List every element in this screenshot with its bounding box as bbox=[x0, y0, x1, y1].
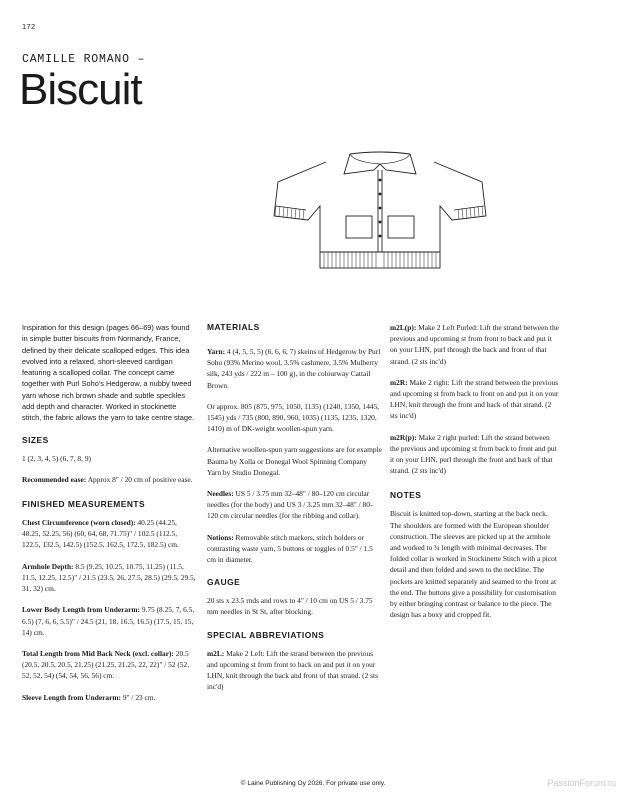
pattern-title: Biscuit bbox=[19, 65, 142, 114]
materials-heading: MATERIALS bbox=[207, 322, 260, 332]
copyright-footer: © Laine Publishing Oy 2026. For private use only. bbox=[240, 780, 386, 787]
measurement-armhole: Armhole Depth: 8.5 (9.25, 10.25, 10.75, 11.25) (11.5, 11.5, 12.25, 12.5)" / 21.5 (23.5, 26, 27.5, 28.5) (29.5, 29.5, 31, 32) cm. bbox=[22, 561, 196, 594]
abbreviation-m2rp: m2R(p): Make 2 right purled: Lift the strand between the previous and upcoming st from back to front and put it on your LHN, purl through the front and back of that strand. (2 sts inc'd) bbox=[390, 432, 557, 476]
finished-measurements-heading: FINISHED MEASUREMENTS bbox=[22, 499, 146, 510]
measurement-total-length: Total Length from Mid Back Neck (excl. collar): 20.5 (20.5, 20.5, 20.5, 21.25) (21.25, 21.25, 22, 22)" / 52 (52, 52, 52, 54) (54, 54, 56, 56) cm. bbox=[22, 648, 190, 681]
page-number: 172 bbox=[22, 22, 36, 31]
column-middle bbox=[207, 322, 382, 702]
gauge-heading: GAUGE bbox=[207, 577, 241, 588]
measurement-chest: Chest Circumference (worn closed): 40.25 (44.25, 48.25, 52.25, 56) (60, 64, 68, 71.75)" / 102.5 (112.5, 122.5, 132.5, 142.5) (152.5, 162.5, 172.5, 182.5) cm. bbox=[22, 518, 179, 550]
abbreviation-m2l: m2L: Make 2 Left: Lift the strand between the previous and upcoming st from front to back on and put it on your LHN, knit through the back and front of that strand. (2 sts inc'd) bbox=[207, 648, 378, 692]
designer-name: CAMILLE ROMANO – bbox=[22, 53, 146, 66]
materials-approx: Or approx. 805 (875, 975, 1050, 1135) (1240, 1350, 1445, 1545) yds / 735 (800, 890, 960, 1035) (1135, 1235, 1320, 1410) m of DK-weight woollen-spun yarn. bbox=[207, 401, 380, 434]
measurement-sleeve: Sleeve Length from Underarm: 9" / 23 cm. bbox=[22, 692, 156, 702]
materials-notions: Notions: Removable stitch markers, stitch holders or contrasting waste yarn, 5 buttons or toggles of 0.5" / 1.5 cm in diameter. bbox=[207, 532, 373, 565]
gauge-text: 20 sts x 23.5 rnds and rows to 4" / 10 cm on US 5 / 3.75 mm needles in St St, after blocking. bbox=[207, 596, 373, 617]
sizes-value: 1 (2, 3, 4, 5) (6, 7, 8, 9) bbox=[22, 453, 91, 463]
notes-heading: NOTES bbox=[390, 490, 422, 501]
abbreviation-m2lp: m2L(p): Make 2 Left Purled: Lift the strand between the previous and upcoming st from front to back and put it on your LHN, purl through the back and front of that strand. (2 sts inc'd) bbox=[390, 323, 559, 366]
intro-text: Inspiration for this design (pages 66–69) was found in simple butter biscuits from Normandy, France, defined by their delicate scalloped edges. This idea evolved into a relaxed, short-sleeved cardigan featuring a scalloped collar. The concept came together with Purl Soho's Hedgerow, a nubby tweed yarn whose rich brown shade and subtle speckles add depth and character. Worked in stockinette stitch, the fabric allows the yarn to take centre stage. bbox=[22, 323, 195, 423]
recommended-ease: Recommended ease: Approx 8" / 20 cm of positive ease. bbox=[22, 474, 193, 484]
abbreviations-heading: SPECIAL ABBREVIATIONS bbox=[207, 629, 325, 640]
materials-alternative: Alternative woollen-spun yarn suggestions are for example Bauma by Xolla or Donegal Wool Spinning Company Yarn by Studio Donegal. bbox=[207, 445, 382, 477]
materials-yarn: Yarn: 4 (4, 5, 5, 5) (6, 6, 6, 7) skeins of Hedgerow by Purl Soho (93% Merino wool, 3.5% cashmere, 3.5% Mulberry silk, 243 yds / 222 m – 100 g), in the colourway Cattail Brown. bbox=[207, 347, 381, 390]
cardigan-illustration bbox=[268, 150, 494, 280]
abbreviation-m2r: m2R: Make 2 right: Lift the strand between the previous and upcoming st from back to front on and put it on your LHN, knit through the front and back of that strand. (2 sts inc'd) bbox=[390, 377, 559, 421]
materials-needles: Needles: US 5 / 3.75 mm 32–48" / 80–120 cm circular needles (for the body) and US 3 / 3.25 mm 32–48" / 80–120 cm circular needles (for the ribbing and collar). bbox=[207, 489, 374, 521]
watermark: PassionForum.ru bbox=[547, 778, 616, 788]
measurement-lower-body: Lower Body Length from Underarm: 9.75 (8.25, 7, 6.5, 6.5) (7, 6, 6, 5.5)" / 24.5 (21, 18, 16.5, 16.5) (17.5, 15, 15, 14) cm. bbox=[22, 605, 195, 637]
column-left bbox=[22, 322, 197, 713]
notes-text: Biscuit is knitted top-down, starting at the back neck. The shoulders are formed with the European shoulder construction. The sleeves are picked up at the armhole and worked to ¾ length with minimal decreases. The folded collar is worked in Stockinette Stitch with a picot detail and then folded and sewn to the neckline. The pockets are knitted separately and seamed to the front at the end. The buttons give a possibility for customisation by either bringing contrast or balance to the piece. The design has a boxy and cropped fit. bbox=[390, 509, 557, 620]
column-right bbox=[390, 322, 560, 630]
sizes-heading: SIZES bbox=[22, 434, 49, 445]
